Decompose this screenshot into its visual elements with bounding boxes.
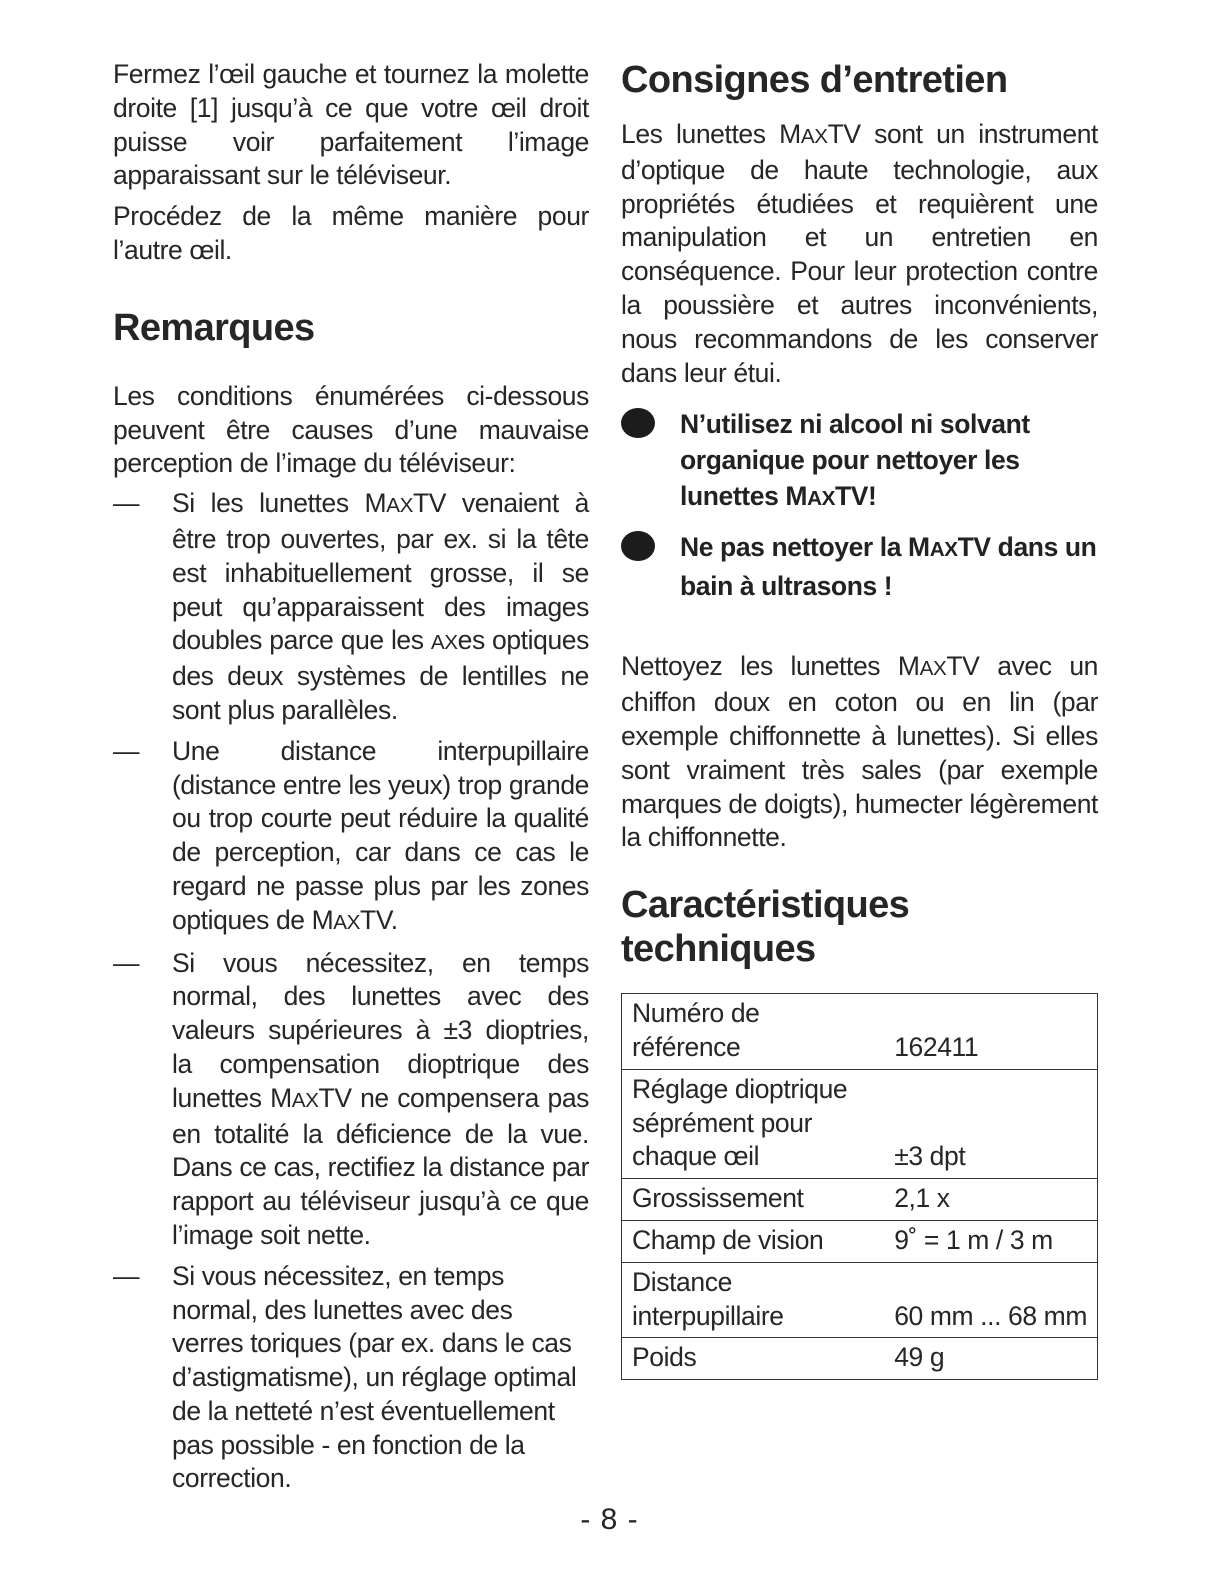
warning-item: Ne pas nettoyer la MAXTV dans un bain à ultrasons ! [621, 529, 1098, 604]
bullet-dot-icon [621, 408, 655, 438]
dash-bullet: — [113, 735, 140, 766]
remarks-heading: Remarques [113, 306, 315, 349]
brand-name: MAXTV [897, 651, 980, 682]
spec-label: Numéro de référence [622, 994, 885, 1070]
page-number: - 8 - [580, 1503, 639, 1536]
brand-name: MAXTV [270, 1082, 352, 1113]
table-row [622, 1179, 1098, 1221]
care-heading: Consignes d’entretien [621, 59, 1008, 101]
table-row [622, 994, 1098, 1070]
table-row [622, 1338, 1098, 1380]
spec-label: Champ de vision [622, 1220, 885, 1262]
intro-paragraph-1: Fermez l’œil gauche et tournez la molette droite [1] jusqu’à ce que votre œil droit puisse voir parfaitement l’image apparaissant sur le téléviseur. [113, 59, 589, 191]
brand-name: MAXTV [908, 532, 991, 563]
dash-bullet: — [113, 488, 140, 519]
cleaning-paragraph: Nettoyez les lunettes MAXTV avec un chiffon doux en coton ou en lin (par exemple chiffonnette à lunettes). Si elles sont vraiment très sales (par exemple marques de doigts), humecter légèrement la chiffonnette. [621, 651, 1098, 853]
left-column [113, 58, 589, 1503]
dash-bullet: — [113, 947, 140, 978]
dash-bullet: — [113, 1260, 140, 1291]
brand-name: MAXTV [364, 488, 447, 519]
brand-name: MAXTV [311, 904, 391, 935]
spec-label: Grossissement [622, 1179, 885, 1221]
spec-label: Réglage dioptrique séprément pour chaque œil [622, 1069, 885, 1178]
right-column [621, 58, 1098, 1380]
brand-name: MAXTV [779, 119, 861, 149]
spec-value: 2,1 x [884, 1179, 1097, 1221]
spec-label: Distance interpupillaire [622, 1262, 885, 1338]
warning-item: N’utilisez ni alcool ni solvant organique pour nettoyer les lunettes MAXTV! [621, 406, 1098, 517]
remarks-list [113, 487, 589, 1496]
specs-table [621, 993, 1098, 1380]
specs-heading: Caractéristiques techniques [621, 884, 910, 971]
spec-value: 9˚ = 1 m / 3 m [884, 1220, 1097, 1262]
spec-value: 60 mm ... 68 mm [884, 1262, 1097, 1338]
spec-label: Poids [622, 1338, 885, 1380]
table-row [622, 1262, 1098, 1338]
list-item: — Si les lunettes MAXTV venaient à être trop ouvertes, par ex. si la tête est inhabituellement grosse, il se peut qu’apparaissent des images doubles parce que les AXes optiques des deux systèmes de lentilles ne sont plus parallèles. [113, 488, 589, 725]
bullet-dot-icon [621, 531, 655, 561]
list-item: — Une distance interpupillaire (distance entre les yeux) trop grande ou trop courte peut réduire la qualité de perception, car dans ce cas le regard ne passe plus par les zones optiques de MAXTV. [113, 735, 589, 935]
brand-name: MAXTV [785, 481, 869, 512]
list-item: — Si vous nécessitez, en temps normal, des lunettes avec des valeurs supérieures à ±3 dioptries, la compensation dioptrique des lunettes MAXTV ne compensera pas en totalité la déficience de la vue. Dans ce cas, rectifiez la distance par rapport au téléviseur jusqu’à ce que l’image soit nette. [113, 947, 590, 1250]
list-item: — Si vous nécessitez, en temps normal, des lunettes avec des verres toriques (par ex. dans le cas d’astigmatisme), un réglage optimal de la netteté n’est éventuellement pas possible - en fonction de la correction. [113, 1260, 577, 1494]
spec-value: 49 g [884, 1338, 1097, 1380]
care-paragraph: Les lunettes MAXTV sont un instrument d’optique de haute technologie, aux propriétés étudiées et requièrent une manipulation et un entretien en conséquence. Pour leur protection contre la poussière et autres inconvénients, nous recommandons de les conserver dans leur étui. [621, 119, 1098, 388]
spec-value: ±3 dpt [884, 1069, 1097, 1178]
spec-value: 162411 [884, 994, 1097, 1070]
table-row [622, 1069, 1098, 1178]
intro-paragraph-2: Procédez de la même manière pour l’autre œil. [113, 201, 589, 265]
warning-list [621, 406, 1098, 604]
table-row [622, 1220, 1098, 1262]
remarks-intro: Les conditions énumérées ci-dessous peuvent être causes d’une mauvaise perception de l’image du téléviseur: [113, 380, 589, 479]
